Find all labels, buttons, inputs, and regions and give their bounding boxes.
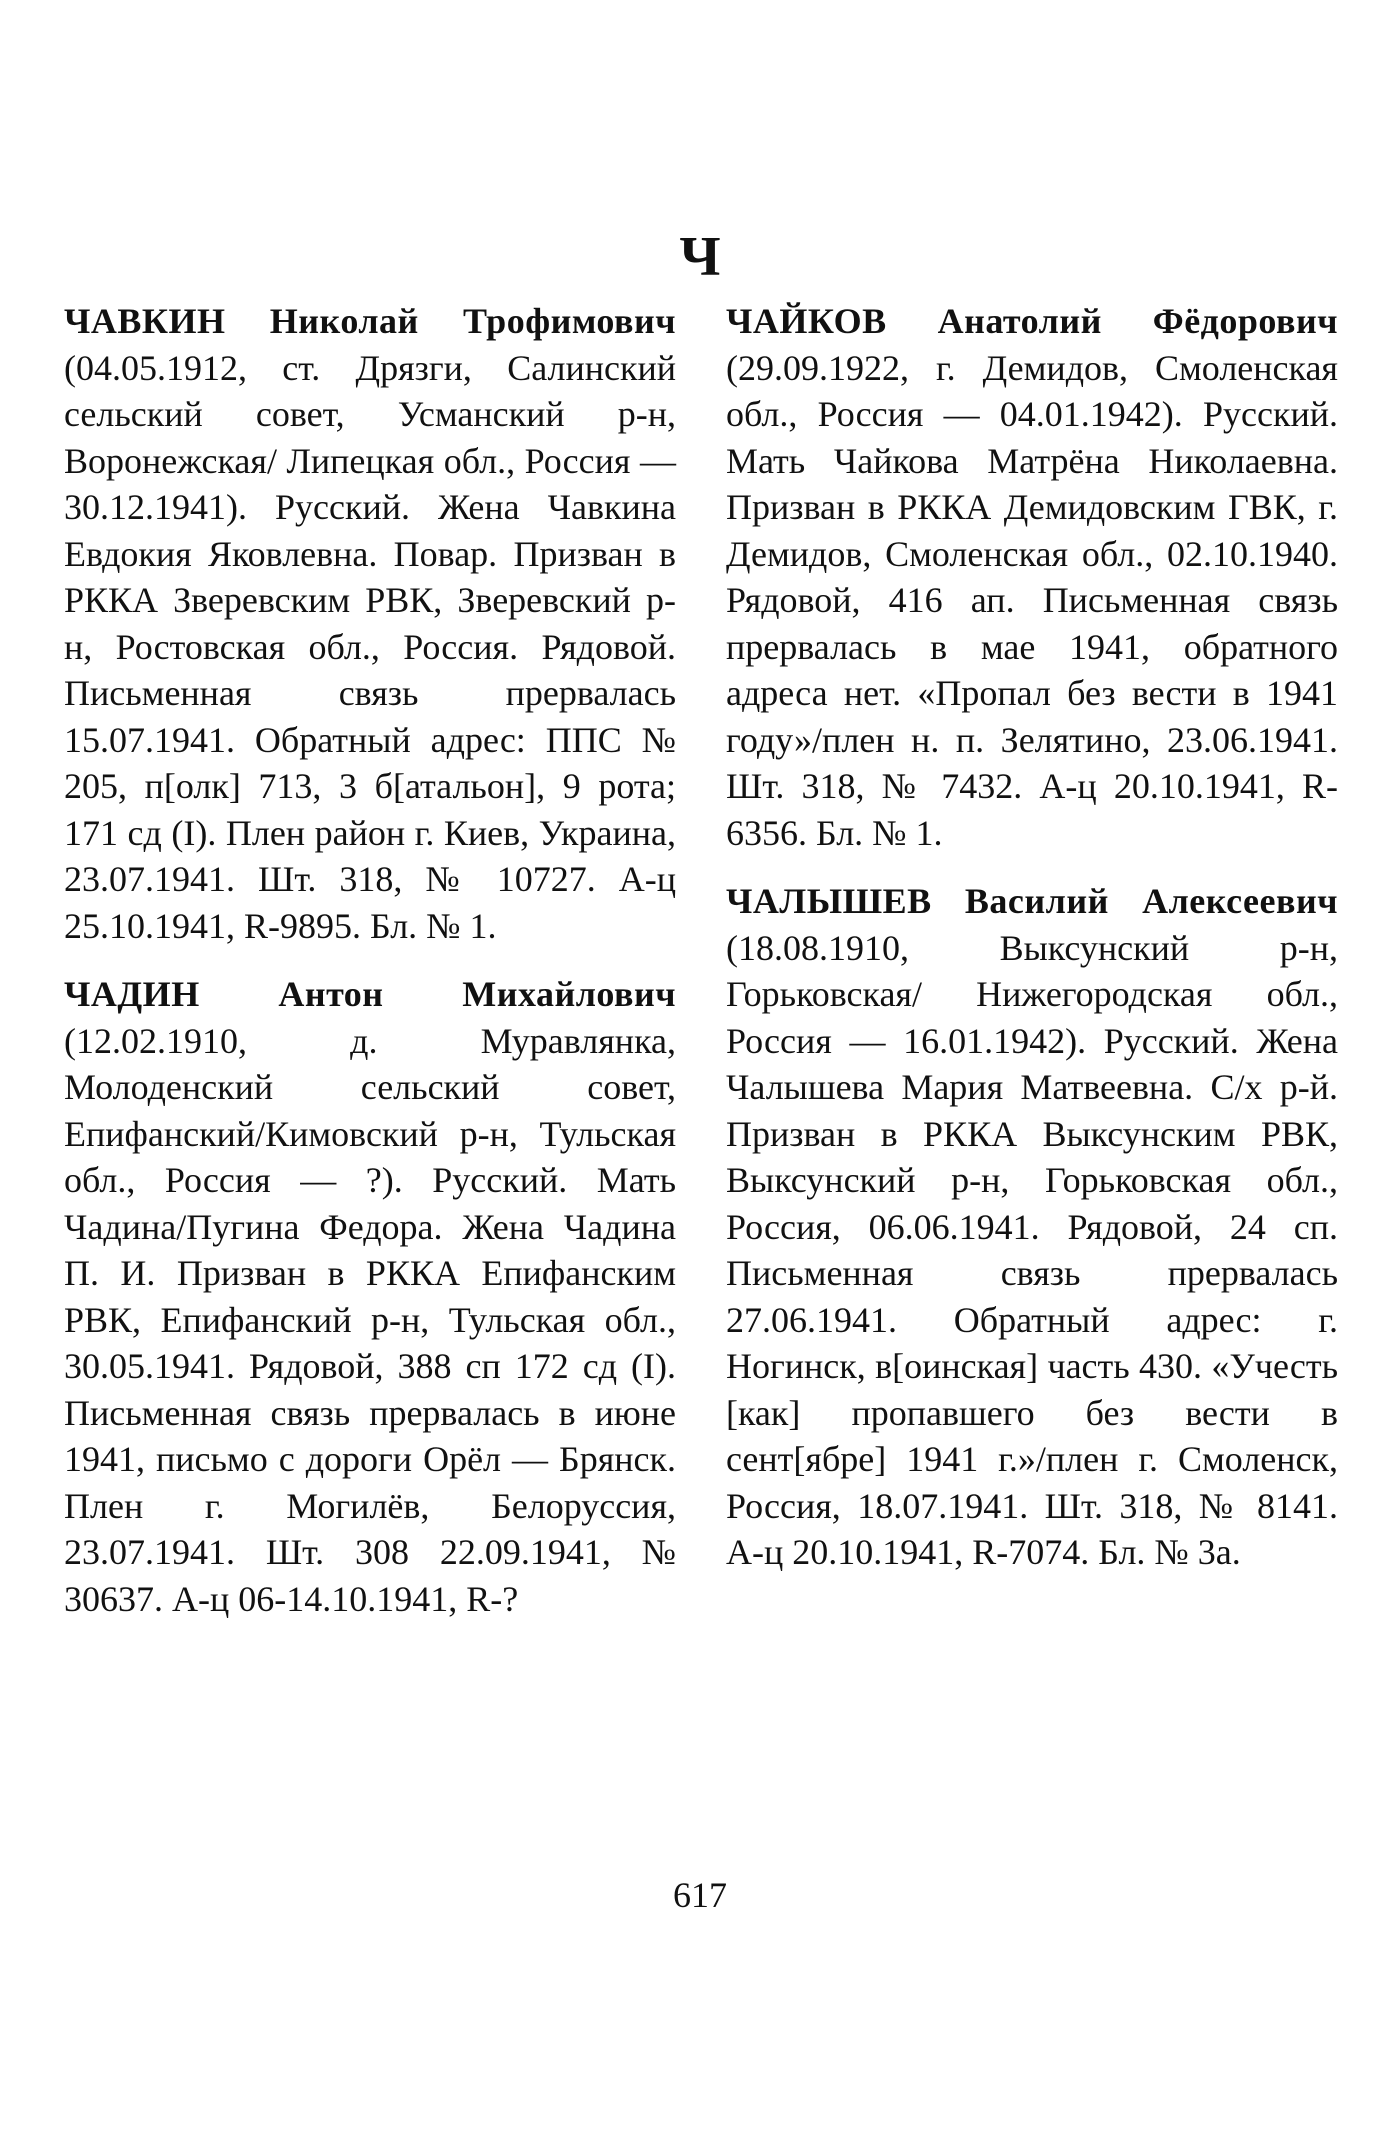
entry-name: ЧАВКИН Николай Трофимович	[64, 301, 676, 341]
entry	[64, 971, 676, 1622]
right-column	[726, 298, 1338, 1598]
section-letter: Ч	[679, 226, 721, 288]
entry-name: ЧАДИН Антон Михайлович	[64, 974, 676, 1014]
entry-text: (29.09.1922, г. Демидов, Смоленская обл., Россия — 04.01.1942). Русский. Мать Чайкова Матрёна Николаевна. Призван в РККА Демидовским ГВК, г. Демидов, Смоленская обл., 02.10.1940. Рядовой, 416 ап. Письменная связь прервалась в мае 1941, обратного адреса нет. «Пропал без вести в 1941 году»/плен н. п. Зелятино, 23.06.1941. Шт. 318, № 7432. А-ц 20.10.1941, R-6356. Бл. № 1.	[726, 347, 1338, 853]
left-column	[64, 298, 676, 1644]
entry-text: (04.05.1912, ст. Дрязги, Салинский сельский совет, Усманский р-н, Воронежская/ Липецкая обл., Россия — 30.12.1941). Русский. Жена Чавкина Евдокия Яковлевна. Повар. Призван в РККА Зверевским РВК, Зверевский р-н, Ростовская обл., Россия. Рядовой. Письменная связь прервалась 15.07.1941. Обратный адрес: ППС № 205, п[олк] 713, 3 б[атальон], 9 рота; 171 сд (I). Плен район г. Киев, Украина, 23.07.1941. Шт. 318, № 10727. А-ц 25.10.1941, R-9895. Бл. № 1.	[64, 347, 676, 946]
entry-name: ЧАЛЫШЕВ Василий Алексеевич	[726, 881, 1338, 921]
entry	[726, 878, 1338, 1576]
entry-text: (18.08.1910, Выксунский р-н, Горьковская/ Нижегородская обл., Россия — 16.01.1942). Русский. Жена Чалышева Мария Матвеевна. С/х р-й. Призван в РККА Выксунским РВК, Выксунский р-н, Горьковская обл., Россия, 06.06.1941. Рядовой, 24 сп. Письменная связь прервалась 27.06.1941. Обратный адрес: г. Ногинск, в[оинская] часть 430. «Учесть [как] пропавшего без вести в сент[ябре] 1941 г.»/плен г. Смоленск, Россия, 18.07.1941. Шт. 318, № 8141. А-ц 20.10.1941, R-7074. Бл. № 3а.	[726, 927, 1338, 1572]
entry	[726, 298, 1338, 856]
entry-name: ЧАЙКОВ Анатолий Фёдорович	[726, 301, 1338, 341]
entry	[64, 298, 676, 949]
page-number: 617	[673, 1875, 727, 1915]
entry-text: (12.02.1910, д. Муравлянка, Молоденский сельский совет, Епифанский/Кимовский р-н, Тульская обл., Россия — ?). Русский. Мать Чадина/Пугина Федора. Жена Чадина П. И. Призван в РККА Епифанским РВК, Епифанский р-н, Тульская обл., 30.05.1941. Рядовой, 388 сп 172 сд (I). Письменная связь прервалась в июне 1941, письмо с дороги Орёл — Брянск. Плен г. Могилёв, Белоруссия, 23.07.1941. Шт. 308 22.09.1941, № 30637. А-ц 06-14.10.1941, R-?	[64, 1020, 676, 1619]
